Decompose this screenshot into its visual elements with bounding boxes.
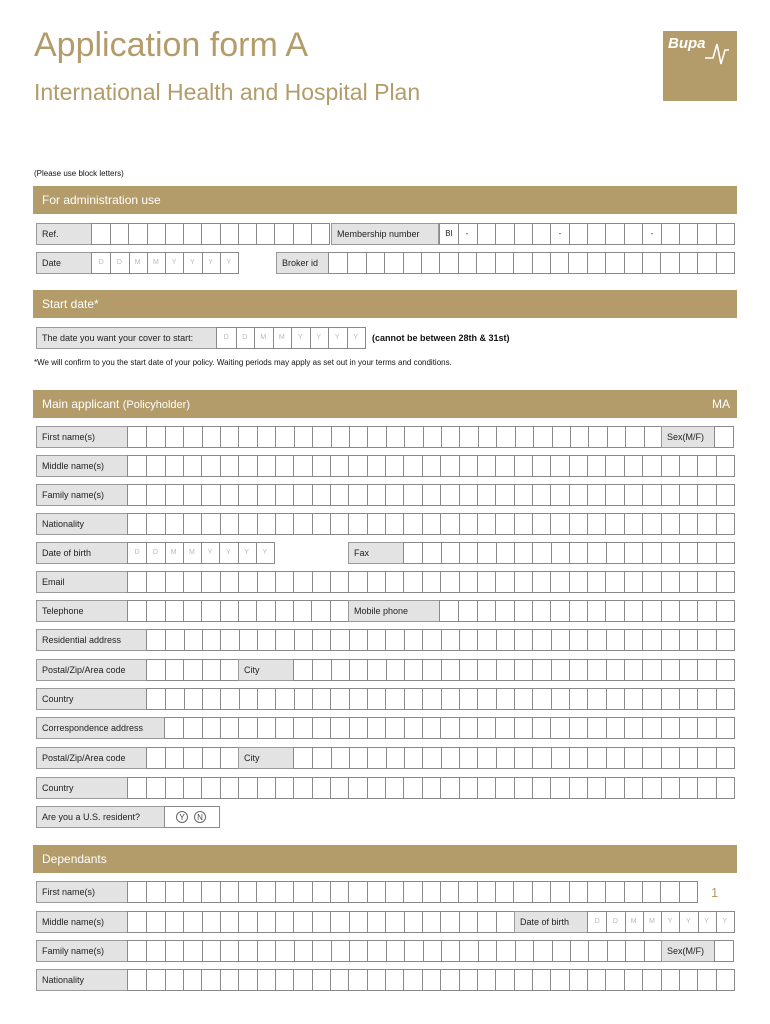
date-placeholder-char: Y xyxy=(686,918,691,925)
us-resident-no-option[interactable]: N xyxy=(194,811,206,823)
postal-code-input[interactable] xyxy=(146,659,239,681)
sex-label: Sex(M/F) xyxy=(661,426,715,448)
date-placeholder-char: D xyxy=(594,918,600,925)
date-placeholder-char: Y xyxy=(353,334,359,341)
dependant-middle-name-label: Middle name(s) xyxy=(36,911,128,933)
dependant-number: 1 xyxy=(711,885,719,900)
fax-label: Fax xyxy=(348,542,404,564)
sex-input[interactable] xyxy=(714,426,734,448)
form-subtitle: International Health and Hospital Plan xyxy=(34,79,421,105)
postal-code-2-label: Postal/Zip/Area code xyxy=(36,747,147,769)
residential-address-input[interactable] xyxy=(146,629,735,651)
date-placeholder-char: D xyxy=(242,334,248,341)
form-title: Application form A xyxy=(34,26,309,64)
dependant-nationality-label: Nationality xyxy=(36,969,128,991)
city-input[interactable] xyxy=(293,659,735,681)
date-placeholder-char: Y xyxy=(190,259,195,266)
date-placeholder-char: M xyxy=(152,259,159,266)
main-applicant-heading xyxy=(42,397,190,411)
dependants-section-header xyxy=(33,845,737,873)
us-resident-label: Are you a U.S. resident? xyxy=(36,806,165,828)
broker-id-label: Broker id xyxy=(276,252,329,274)
dependant-nationality-input[interactable] xyxy=(127,969,735,991)
nationality-label: Nationality xyxy=(36,513,128,535)
dependants-heading: Dependants xyxy=(42,852,107,866)
admin-section-header xyxy=(33,186,737,214)
first-name-label: First name(s) xyxy=(36,426,128,448)
date-placeholder-char: M xyxy=(648,918,655,925)
dob-label: Date of birth xyxy=(36,542,128,564)
admin-heading: For administration use xyxy=(42,193,161,207)
residential-address-label: Residential address xyxy=(36,629,147,651)
membership-label: Membership number xyxy=(331,223,439,245)
mobile-input[interactable] xyxy=(439,600,735,622)
dependant-dob-label: Date of birth xyxy=(514,911,588,933)
date-placeholder-char: M xyxy=(170,549,177,556)
date-placeholder-char: D xyxy=(134,549,140,556)
ref-input[interactable] xyxy=(91,223,330,245)
date-placeholder-char: M xyxy=(134,259,141,266)
family-name-label: Family name(s) xyxy=(36,484,128,506)
main-applicant-section-header xyxy=(33,390,737,418)
membership-dash-3: - xyxy=(650,229,654,238)
dependant-sex-input[interactable] xyxy=(714,940,734,962)
date-label: Date xyxy=(36,252,92,274)
date-placeholder-char: Y xyxy=(297,334,303,341)
country-label: Country xyxy=(36,688,147,710)
email-label: Email xyxy=(36,571,128,593)
bupa-logo xyxy=(663,31,737,101)
block-letters-note: (Please use block letters) xyxy=(34,169,124,178)
date-placeholder-char: D xyxy=(612,918,618,925)
date-placeholder-char: Y xyxy=(171,259,177,266)
date-placeholder-char: D xyxy=(152,549,158,556)
correspondence-address-label: Correspondence address xyxy=(36,717,165,739)
country-2-input[interactable] xyxy=(127,777,735,799)
main-applicant-code: MA xyxy=(712,397,730,411)
cover-start-label: The date you want your cover to start: xyxy=(36,327,217,349)
date-placeholder-char: Y xyxy=(226,259,232,266)
date-placeholder-char: Y xyxy=(208,259,213,266)
date-placeholder-char: Y xyxy=(704,918,709,925)
main-applicant-subtitle: (Policyholder) xyxy=(122,399,190,411)
heartbeat-icon xyxy=(669,36,733,66)
date-placeholder-char: M xyxy=(188,549,195,556)
dependant-dob-input[interactable] xyxy=(587,911,735,933)
dependant-first-name-input[interactable] xyxy=(127,881,698,903)
date-placeholder-char: M xyxy=(260,334,267,341)
family-name-input[interactable] xyxy=(127,484,735,506)
date-placeholder-char: Y xyxy=(667,918,673,925)
us-resident-yes-option[interactable]: Y xyxy=(176,811,188,823)
telephone-input[interactable] xyxy=(127,600,349,622)
correspondence-address-input[interactable] xyxy=(164,717,735,739)
postal-code-2-input[interactable] xyxy=(146,747,239,769)
date-placeholder-char: D xyxy=(116,259,122,266)
country-input[interactable] xyxy=(146,688,735,710)
date-placeholder-char: Y xyxy=(316,334,322,341)
membership-prefix: BI xyxy=(445,229,453,238)
fax-input[interactable] xyxy=(403,542,735,564)
dependant-first-name-label: First name(s) xyxy=(36,881,128,903)
dependant-family-name-label: Family name(s) xyxy=(36,940,128,962)
date-placeholder-char: Y xyxy=(262,549,268,556)
middle-name-input[interactable] xyxy=(127,455,735,477)
membership-number-input[interactable] xyxy=(439,223,735,245)
telephone-label: Telephone xyxy=(36,600,128,622)
dependant-sex-label: Sex(M/F) xyxy=(661,940,715,962)
dependant-family-name-input[interactable] xyxy=(127,940,663,962)
nationality-input[interactable] xyxy=(127,513,735,535)
email-input[interactable] xyxy=(127,571,735,593)
main-applicant-title: Main applicant xyxy=(42,397,120,411)
admin-date-input[interactable] xyxy=(91,252,239,274)
logo-text: Bupa xyxy=(668,35,706,52)
ref-label: Ref. xyxy=(36,223,92,245)
start-date-footnote: *We will confirm to you the start date of your policy. Waiting periods may apply as set out in your terms and conditions. xyxy=(34,358,452,367)
city-2-input[interactable] xyxy=(293,747,735,769)
start-date-section-header xyxy=(33,290,737,318)
cover-start-date-input[interactable] xyxy=(216,327,366,349)
date-placeholder-char: Y xyxy=(722,918,728,925)
middle-name-label: Middle name(s) xyxy=(36,455,128,477)
membership-dash-1: - xyxy=(465,229,469,238)
cover-date-note: (cannot be between 28th & 31st) xyxy=(372,333,510,343)
city-label: City xyxy=(238,659,294,681)
dependant-middle-name-input[interactable] xyxy=(127,911,515,933)
date-placeholder-char: M xyxy=(278,334,285,341)
date-placeholder-char: Y xyxy=(207,549,213,556)
start-date-heading: Start date* xyxy=(42,297,99,311)
first-name-input[interactable] xyxy=(127,426,663,448)
date-placeholder-char: M xyxy=(630,918,637,925)
country-2-label: Country xyxy=(36,777,128,799)
us-resident-choice xyxy=(164,806,220,828)
city-2-label: City xyxy=(238,747,294,769)
date-placeholder-char: Y xyxy=(244,549,249,556)
broker-id-input[interactable] xyxy=(328,252,735,274)
dob-input[interactable] xyxy=(127,542,275,564)
membership-dash-2: - xyxy=(558,229,562,238)
date-placeholder-char: Y xyxy=(226,549,231,556)
date-placeholder-char: D xyxy=(98,259,104,266)
date-placeholder-char: Y xyxy=(334,334,340,341)
mobile-label: Mobile phone xyxy=(348,600,440,622)
date-placeholder-char: D xyxy=(223,334,229,341)
postal-code-label: Postal/Zip/Area code xyxy=(36,659,147,681)
